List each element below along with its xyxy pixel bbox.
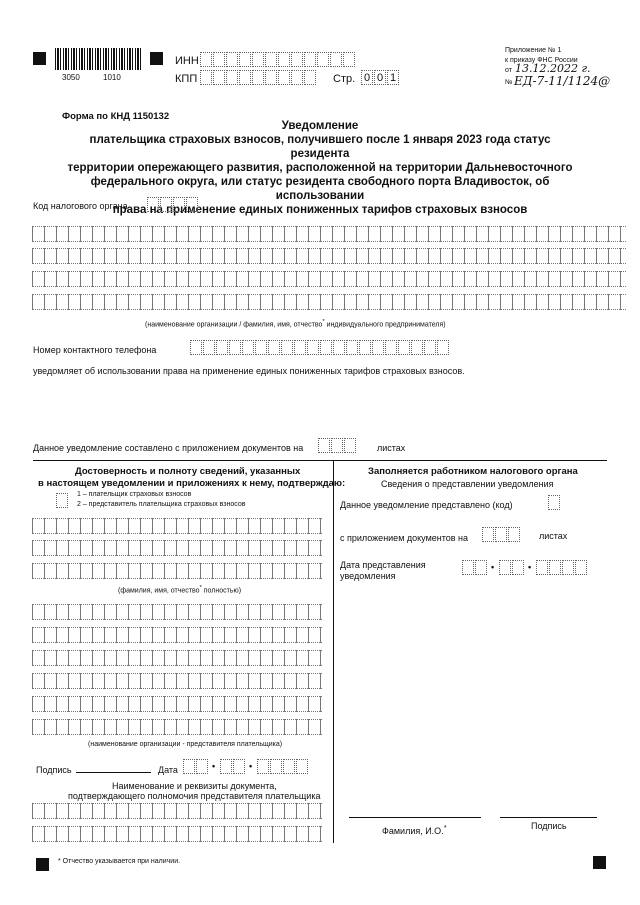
right-fio-label: Фамилия, И.О.* xyxy=(382,823,447,836)
footnote: * Отчество указывается при наличии. xyxy=(58,858,181,865)
left-section-heading: в настоящем уведомлении и приложениях к нему, подтверждаю: xyxy=(38,478,346,489)
date-label-left: Дата xyxy=(158,765,178,775)
inn-field[interactable] xyxy=(200,52,356,67)
right-attach-unit: листах xyxy=(539,531,568,541)
org-name-row[interactable] xyxy=(32,248,626,264)
tax-code-field[interactable] xyxy=(147,197,199,212)
doc-heading: подтверждающего полномочия представителя плательщика xyxy=(68,791,321,801)
org-name-row[interactable] xyxy=(32,226,626,242)
appendix-number: ЕД-7-11/1124@ xyxy=(514,74,611,88)
presented-date-month[interactable] xyxy=(499,560,525,575)
title-line: плательщика страховых взносов, получившего после 1 января 2023 года статус резидента xyxy=(89,134,551,160)
presented-date-label: Дата представления xyxy=(340,560,426,570)
presented-date-year[interactable] xyxy=(536,560,588,575)
appendix-from-label: от xyxy=(505,67,512,74)
corner-marker-top-left xyxy=(33,52,46,65)
presented-date-day[interactable] xyxy=(462,560,488,575)
title-line: права на применение единых пониженных тарифов страховых взносов xyxy=(112,204,528,216)
page-digit: 0 xyxy=(361,70,373,85)
rep-org-row[interactable] xyxy=(32,719,322,735)
org-name-caption: (наименование организации / фамилия, имя, отчество* индивидуального предпринимателя) xyxy=(145,319,446,329)
signer-fio-caption: (фамилия, имя, отчество* полностью) xyxy=(118,585,242,595)
right-section-subheading: Сведения о представлении уведомления xyxy=(381,479,554,489)
page-label: Стр. xyxy=(333,73,356,85)
org-name-row[interactable] xyxy=(32,271,626,287)
title-line: Уведомление xyxy=(281,120,359,132)
right-section-heading: Заполняется работником налогового органа xyxy=(368,466,578,477)
kpp-field[interactable] xyxy=(200,70,317,85)
section-divider xyxy=(33,460,607,461)
left-section-heading: Достоверность и полноту сведений, указанных xyxy=(75,466,301,477)
fio-line-right[interactable] xyxy=(349,817,481,818)
attach-pages-unit: листах xyxy=(377,443,406,453)
rep-org-caption: (наименование организации - представителя плательщика) xyxy=(88,741,283,748)
phone-label: Номер контактного телефона xyxy=(33,345,157,355)
section-divider-vertical xyxy=(333,460,334,843)
corner-marker-bottom-right xyxy=(593,856,606,869)
date-separator: • xyxy=(249,761,253,771)
signer-fio-row[interactable] xyxy=(32,518,322,534)
sign-label-left: Подпись xyxy=(36,765,72,775)
tax-code-label: Код налогового органа xyxy=(33,201,128,211)
page-number-field xyxy=(361,70,400,85)
org-name-row[interactable] xyxy=(32,294,626,310)
right-attach-field[interactable] xyxy=(482,527,521,542)
barcode-number-left: 3050 xyxy=(62,73,80,82)
authority-doc-row[interactable] xyxy=(32,826,322,842)
doc-heading: Наименование и реквизиты документа, xyxy=(112,781,277,791)
right-attach-label: с приложением документов на xyxy=(340,533,469,543)
document-title xyxy=(60,119,580,217)
corner-marker-bottom-left xyxy=(36,858,49,871)
appendix-title: Приложение № 1 xyxy=(505,47,562,54)
inn-label: ИНН xyxy=(175,55,199,67)
right-sign-label: Подпись xyxy=(531,821,567,831)
signer-option-2: 2 – представитель плательщика страховых взносов xyxy=(77,501,246,508)
appendix-date: 13.12.2022 г. xyxy=(515,62,591,75)
date-separator: • xyxy=(491,562,495,572)
corner-marker-top-mid xyxy=(150,52,163,65)
date-separator: • xyxy=(528,562,532,572)
presented-code-label: Данное уведомление представлено (код) xyxy=(340,500,513,510)
rep-org-row[interactable] xyxy=(32,673,322,689)
authority-doc-row[interactable] xyxy=(32,803,322,819)
attach-pages-field[interactable] xyxy=(318,438,357,453)
signer-option-1: 1 – плательщик страховых взносов xyxy=(77,491,192,498)
sign-line-right[interactable] xyxy=(500,817,597,818)
signer-type-field[interactable] xyxy=(56,493,69,508)
presented-date-label: уведомления xyxy=(340,571,396,581)
notify-text: уведомляет об использовании права на применение единых пониженных тарифов страховых взносов. xyxy=(33,366,465,376)
barcode xyxy=(55,48,141,70)
page-digit: 1 xyxy=(387,70,399,85)
page-digit: 0 xyxy=(374,70,386,85)
phone-field[interactable] xyxy=(190,340,450,355)
title-line: территории опережающего развития, расположенной на территории Дальневосточного xyxy=(67,162,573,174)
attach-pages-label: Данное уведомление составлено с приложением документов на xyxy=(33,443,304,453)
signer-fio-row[interactable] xyxy=(32,563,322,579)
rep-org-row[interactable] xyxy=(32,627,322,643)
presented-code-field[interactable] xyxy=(548,495,561,510)
rep-org-row[interactable] xyxy=(32,604,322,620)
sign-date-year[interactable] xyxy=(257,759,309,774)
appendix-order: к приказу ФНС России xyxy=(505,57,578,64)
sign-line-left[interactable] xyxy=(76,772,151,773)
form-code: Форма по КНД 1150132 xyxy=(62,111,170,122)
kpp-label: КПП xyxy=(175,73,198,85)
rep-org-row[interactable] xyxy=(32,696,322,712)
sign-date-month[interactable] xyxy=(220,759,246,774)
barcode-number-right: 1010 xyxy=(103,73,121,82)
sign-date-day[interactable] xyxy=(183,759,209,774)
title-line: федерального округа, или статус резидента свободного порта Владивосток, об использовании xyxy=(90,176,550,202)
signer-fio-row[interactable] xyxy=(32,540,322,556)
date-separator: • xyxy=(212,761,216,771)
rep-org-row[interactable] xyxy=(32,650,322,666)
appendix-no-label: № xyxy=(505,79,513,86)
